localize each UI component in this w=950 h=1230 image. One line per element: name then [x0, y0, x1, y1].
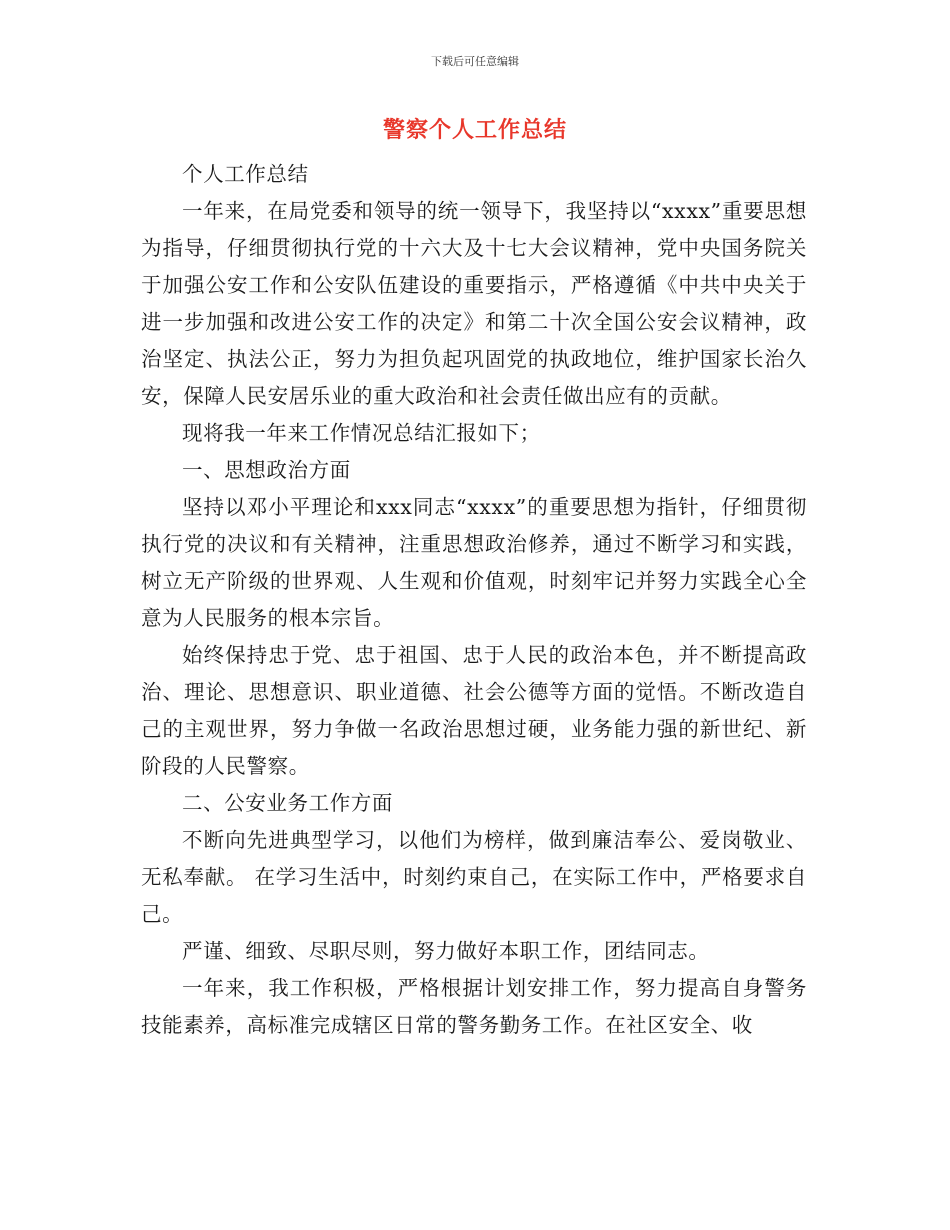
paragraph: 一年来，在局党委和领导的统一领导下，我坚持以“xxxx”重要思想为指导，仔细贯彻执行党的十六大及十七大会议精神，党中央国务院关于加强公安工作和公安队伍建设的重要指示，严格遵循《中共中央关于进一步加强和改进公安工作的决定》和第二十次全国公安会议精神，政治坚定、执法公正，努力为担负起巩固党的执政地位，维护国家长治久安，保障人民安居乐业的重大政治和社会责任做出应有的贡献。: [141, 199, 807, 408]
section-heading: 二、公安业务工作方面: [182, 791, 393, 815]
paragraph: 不断向先进典型学习，以他们为榜样，做到廉洁奉公、爱岗敬业、无私奉献。 在学习生活中，时刻约束自己，在实际工作中，严格要求自己。: [141, 828, 807, 926]
header-note: 下载后可任意编辑: [431, 55, 519, 68]
paragraph: 始终保持忠于党、忠于祖国、忠于人民的政治本色，并不断提高政治、理论、思想意识、职业道德、社会公德等方面的觉悟。不断改造自己的主观世界，努力争做一名政治思想过硬，业务能力强的新世纪、新阶段的人民警察。: [141, 643, 807, 778]
document-body: [141, 156, 807, 1044]
paragraph: 严谨、细致、尽职尽则，努力做好本职工作，团结同志。: [182, 939, 710, 963]
paragraph: 一年来，我工作积极，严格根据计划安排工作，努力提高自身警务技能素养，高标准完成辖区日常的警务勤务工作。在社区安全、收: [141, 976, 807, 1037]
paragraph: 现将我一年来工作情况总结汇报如下；: [182, 421, 541, 445]
section-heading: 一、思想政治方面: [182, 458, 351, 482]
paragraph-subtitle: 个人工作总结: [182, 162, 309, 186]
document-title: 警察个人工作总结: [382, 118, 567, 143]
paragraph: 坚持以邓小平理论和xxx同志“xxxx”的重要思想为指针，仔细贯彻执行党的决议和有关精神，注重思想政治修养，通过不断学习和实践，树立无产阶级的世界观、人生观和价值观，时刻牢记并努力实践全心全意为人民服务的根本宗旨。: [141, 495, 807, 630]
